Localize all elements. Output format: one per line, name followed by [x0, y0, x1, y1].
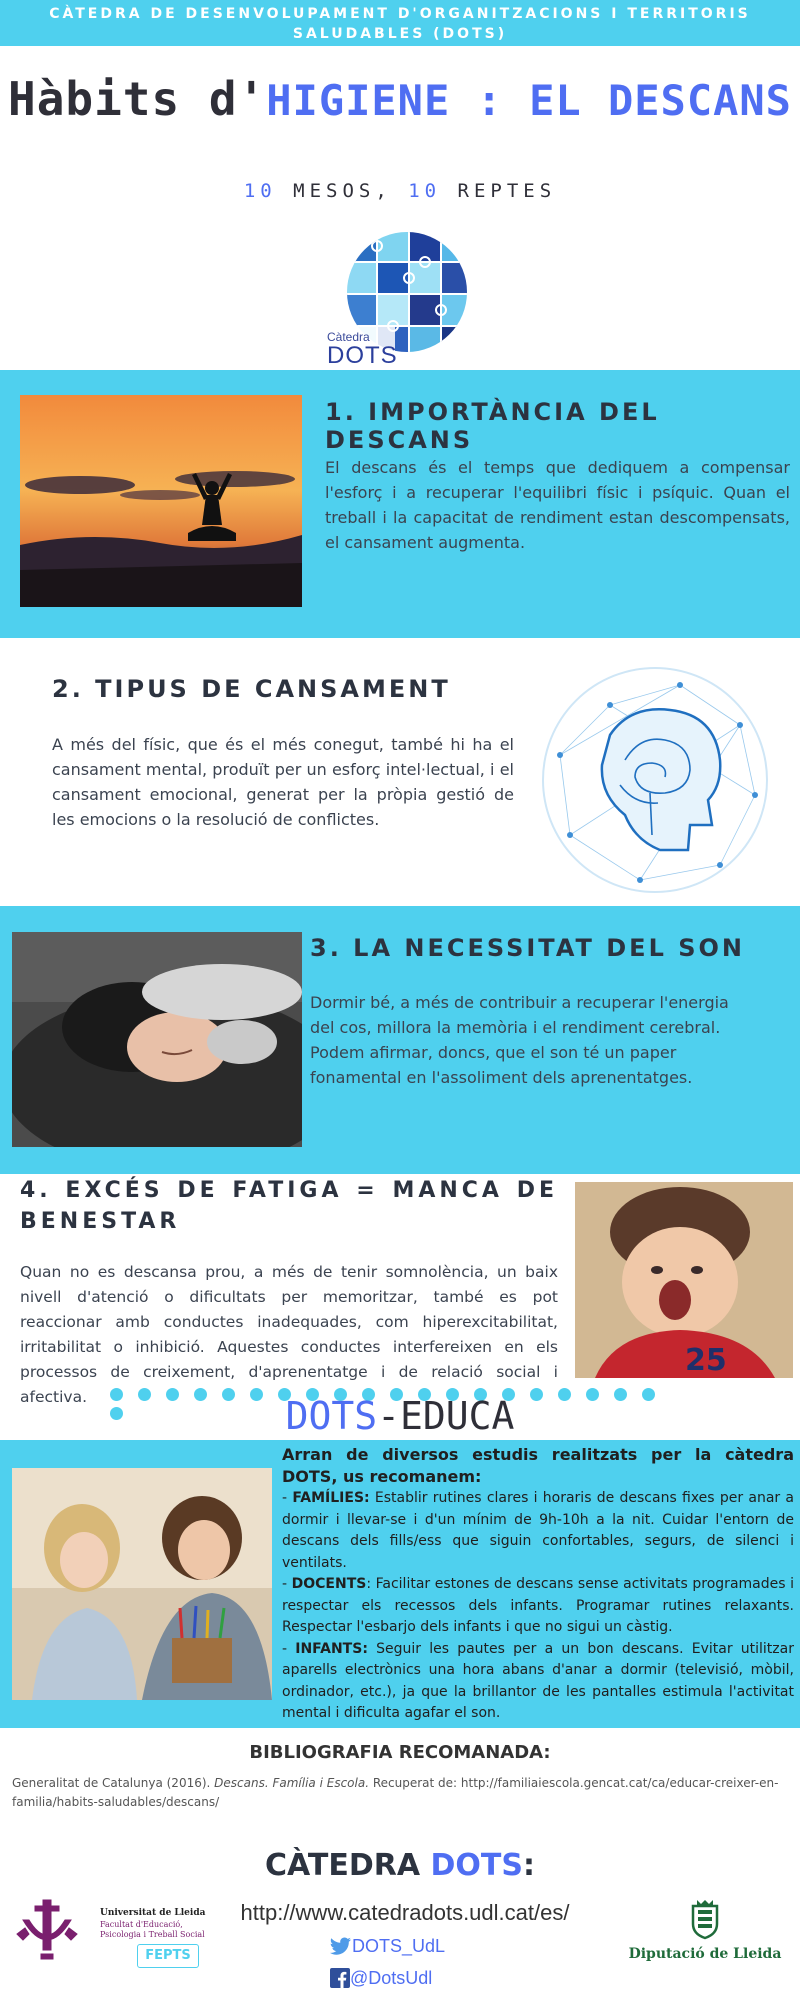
subtitle-number-2: 10	[408, 180, 442, 202]
udl-faculty-line2: Psicologia i Treball Social	[100, 1930, 205, 1939]
dots-educa-heading	[0, 1394, 800, 1438]
udl-faculty-line1: Facultat d'Educació,	[100, 1920, 183, 1929]
section-4-title: 4. EXCÉS DE FATIGA = MANCA DE BENESTAR	[20, 1178, 558, 1234]
bibliography-reference	[12, 1774, 800, 1812]
families-text: Establir rutines clares i horaris de descans fixes per anar a dormir i llevar-se i d'un mínim de 9h-10h a la nit. Cuidar l'entorn de descans dels fills/ess que siguin confortables, segurs, de silenci i ventilats.	[282, 1490, 794, 1571]
educa-part2: -EDUCA	[377, 1394, 515, 1438]
cat-heading-part1: CÀTEDRA	[264, 1848, 431, 1883]
diputacio-shield-icon	[688, 1900, 722, 1940]
udl-logo	[15, 1898, 205, 1970]
facebook-icon	[330, 1968, 350, 1988]
header-banner: CÀTEDRA DE DESENVOLUPAMENT D'ORGANITZACIONS I TERRITORIS SALUDABLES (DOTS)	[0, 0, 800, 46]
fepts-text: FEPTS	[145, 1948, 191, 1963]
bibliography-title: Descans. Família i Escola.	[214, 1776, 370, 1790]
section-1-title: 1. IMPORTÀNCIA DEL DESCANS	[325, 398, 660, 454]
sleeping-child-photo	[12, 932, 302, 1147]
children-text: Seguir les pautes per a un bon descans. Evitar utilitzar aparells electrònics una hora abans d'anar a dormir (televisió, mòbil, ordinador, etc.), ja que la brillantor de les pantalles estimula l'activitat mental i dificulta agafar el son.	[282, 1640, 794, 1721]
brain-network-illustration	[540, 665, 770, 895]
catedra-dots-logo	[325, 230, 475, 370]
facebook-handle: @DotsUdl	[350, 1968, 433, 1988]
teachers-label: DOCENTS	[291, 1576, 367, 1592]
cat-heading-part2: DOTS	[430, 1848, 523, 1883]
svg-text:25: 25	[685, 1343, 727, 1378]
section-3-text: Dormir bé, a més de contribuir a recuperar l'energia del cos, millora la memòria i el rendiment cerebral. Podem afirmar, doncs, que el son té un paper fonamental en l'assoliment dels aprenentatges.	[310, 993, 729, 1087]
families-label: FAMÍLIES:	[292, 1490, 370, 1506]
facebook-link[interactable]	[330, 1968, 432, 1989]
section-2-text: A més del físic, que és el més conegut, també hi ha el cansament mental, produït per un esforç intel·lectual, i el cansament emocional, generat per la pròpia gestió de les emocions o la resolució de conflictes.	[52, 735, 514, 829]
educa-part1: DOTS	[285, 1394, 378, 1438]
twitter-icon	[330, 1937, 352, 1955]
bibliography-url[interactable]: Recuperat de: http://familiaiescola.gencat.cat/ca/educar-creixer-en-familia/habits-saludables/descans/	[12, 1776, 779, 1809]
website-link[interactable]: http://www.catedradots.udl.cat/es/	[240, 1900, 570, 1925]
recommendation-families: - FAMÍLIES: Establir rutines clares i horaris de descans fixes per anar a dormir i llevar-se i d'un mínim de 9h-10h a la nit. Cuidar l'entorn de descans dels fills/ess que siguin confortables, segurs, de silenci i ventilats.	[282, 1490, 794, 1571]
section-1-text: El descans és el temps que dediquem a compensar l'esforç i a recuperar l'equilibri físic i psíquic. Quan el treball i la capacitat de rendiment estan descompensats, el cansament augmenta.	[325, 458, 790, 552]
crying-child-photo	[575, 1182, 793, 1378]
subtitle-text-1: MESOS,	[276, 180, 409, 202]
diputacio-name: Diputació de Lleida	[628, 1946, 782, 1962]
udl-emblem-icon	[15, 1898, 79, 1964]
recommendation-children: - INFANTS: Seguir les pautes per a un bon descans. Evitar utilitzar aparells electrònics una hora abans d'anar a dormir (televisió, mòbil, ordinador, etc.), ja que la brillantor de les pantalles estimula l'activitat mental i dificulta agafar el son.	[282, 1640, 794, 1721]
recommendations-text	[282, 1444, 794, 1725]
udl-name: Universitat de Lleida	[100, 1908, 206, 1918]
twitter-link[interactable]	[330, 1936, 445, 1957]
bibliography-author: Generalitat de Catalunya (2016).	[12, 1776, 215, 1790]
section-3-title: 3. LA NECESSITAT DEL SON	[310, 934, 745, 962]
meditation-sunset-photo	[20, 395, 302, 607]
title-part2: HIGIENE : EL DESCANS	[266, 76, 792, 125]
bibliography-heading: BIBLIOGRAFIA RECOMANADA:	[249, 1742, 551, 1763]
cat-heading-part3: :	[523, 1848, 535, 1883]
recommendation-teachers: - DOCENTS: Facilitar estones de descans sense activitats programades i respectar els recessos dels infants. Programar rutines relaxants. Respectar l'esbarjo dels infants i que no sigui un càstig.	[282, 1576, 794, 1635]
page-title	[0, 72, 800, 126]
section-4-text: Quan no es descansa prou, a més de tenir somnolència, un baix nivell d'atenció o dificultats per memoritzar, també es pot reaccionar amb conductes inadequades, com hiperexcitabilitat, irritabilitat o inhibició. Aquestes conductes interfereixen en els processos de creixement, d'aprenentatge i de relació social i afectiva.	[20, 1263, 558, 1406]
subtitle-number-1: 10	[243, 180, 277, 202]
teachers-text: : Facilitar estones de descans sense activitats programades i respectar els recessos dels infants. Programar rutines relaxants. Respectar l'esbarjo dels infants i que no sigui un càstig.	[282, 1576, 794, 1635]
fepts-logo	[137, 1944, 199, 1968]
children-label: INFANTS:	[295, 1640, 368, 1657]
subtitle-text-2: REPTES	[441, 180, 557, 202]
title-part1: Hàbits d'	[8, 72, 267, 126]
logo-text-dots: DOTS	[327, 342, 398, 369]
teacher-children-photo	[12, 1468, 272, 1700]
logo-text-catedra: Càtedra	[327, 330, 370, 344]
page-subtitle	[0, 180, 800, 202]
twitter-handle: DOTS_UdL	[352, 1936, 446, 1956]
recommendations-lead: Arran de diversos estudis realitzats per la càtedra DOTS, us recomanem:	[282, 1445, 794, 1486]
diputacio-logo	[620, 1900, 790, 1970]
section-2-title: 2. TIPUS DE CANSAMENT	[52, 675, 451, 703]
catedra-dots-heading	[0, 1848, 800, 1883]
